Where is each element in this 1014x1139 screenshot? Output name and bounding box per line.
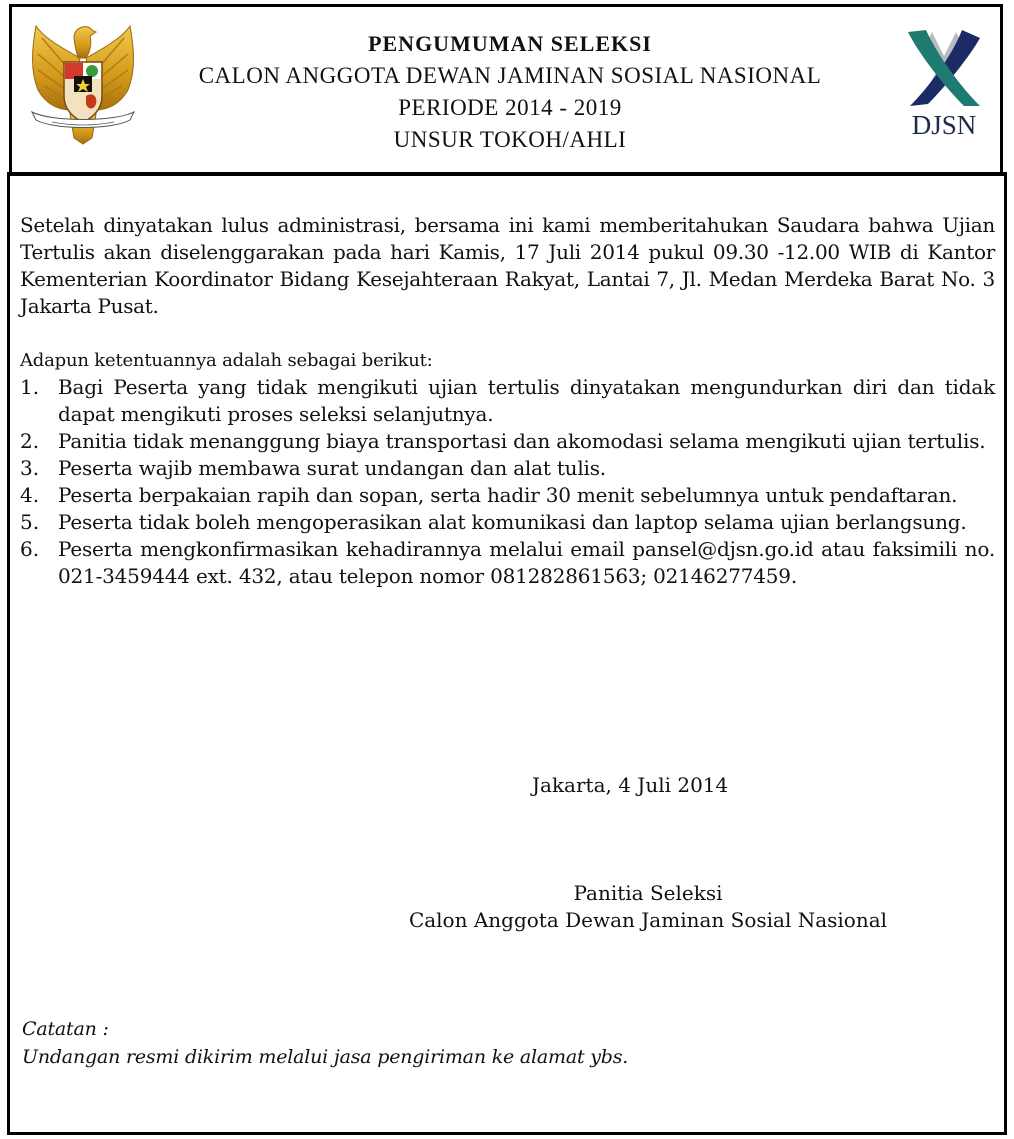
signatory-block: [370, 880, 926, 934]
djsn-logo: [898, 26, 990, 146]
opening-paragraph: Setelah dinyatakan lulus administrasi, bersama ini kami memberitahukan Saudara bahwa Ujian Tertulis akan diselenggarakan pada hari Kamis, 17 Juli 2014 pukul 09.30 -12.00 WIB di Kantor Kementerian Koordinator Bidang Kesejahteraan Rakyat, Lantai 7, Jl. Medan Merdeka Barat No. 3 Jakarta Pusat.: [20, 213, 995, 318]
rule-item: [20, 509, 995, 536]
rule-number: 1.: [20, 375, 40, 399]
rule-number: 2.: [20, 429, 40, 453]
rule-number: 3.: [20, 456, 40, 480]
rule-item: [20, 455, 995, 482]
place-date: Jakarta, 4 Juli 2014: [532, 773, 729, 797]
rule-number: 6.: [20, 537, 40, 561]
announcement-category: UNSUR TOKOH/AHLI: [393, 127, 627, 152]
rules-intro: Adapun ketentuannya adalah sebagai berikut:: [20, 350, 433, 371]
announcement-subtitle-1: CALON ANGGOTA DEWAN JAMINAN SOSIAL NASIONAL: [198, 63, 822, 88]
rule-number: 5.: [20, 510, 40, 534]
rule-number: 4.: [20, 483, 40, 507]
rule-text: Panitia tidak menanggung biaya transportasi dan akomodasi selama mengikuti ujian tertulis.: [58, 429, 986, 453]
announcement-title: PENGUMUMAN SELEKSI: [368, 31, 652, 56]
rules-list: [20, 374, 995, 590]
rule-item: [20, 428, 995, 455]
announcement-period: PERIODE 2014 - 2019: [398, 95, 622, 120]
rule-text: Peserta berpakaian rapih dan sopan, serta hadir 30 menit sebelumnya untuk pendaftaran.: [58, 483, 958, 507]
announcement-body: [20, 212, 995, 590]
rule-item: [20, 482, 995, 509]
rule-item: [20, 536, 995, 590]
signatory-council: Calon Anggota Dewan Jaminan Sosial Nasional: [408, 908, 888, 932]
rule-text: Peserta mengkonfirmasikan kehadirannya melalui email pansel@djsn.go.id atau faksimili no. 021-3459444 ext. 432, atau telepon nomor 081282861563; 02146277459.: [58, 537, 995, 588]
rule-text: Peserta tidak boleh mengoperasikan alat komunikasi dan laptop selama ujian berlangsung.: [58, 510, 967, 534]
djsn-logo-text: DJSN: [911, 110, 977, 140]
announcement-title-block: [150, 28, 870, 156]
rule-text: Bagi Peserta yang tidak mengikuti ujian tertulis dinyatakan mengundurkan diri dan tidak dapat mengikuti proses seleksi selanjutnya.: [58, 375, 995, 426]
signatory-committee: Panitia Seleksi: [573, 881, 723, 905]
rule-item: [20, 374, 995, 428]
note-text: Undangan resmi dikirim melalui jasa pengiriman ke alamat ybs.: [22, 1046, 629, 1068]
djsn-ribbon-icon: [898, 26, 990, 110]
garuda-emblem-icon: [22, 18, 144, 146]
note-block: [22, 1015, 628, 1071]
note-label: Catatan :: [22, 1018, 109, 1040]
rule-text: Peserta wajib membawa surat undangan dan alat tulis.: [58, 456, 606, 480]
